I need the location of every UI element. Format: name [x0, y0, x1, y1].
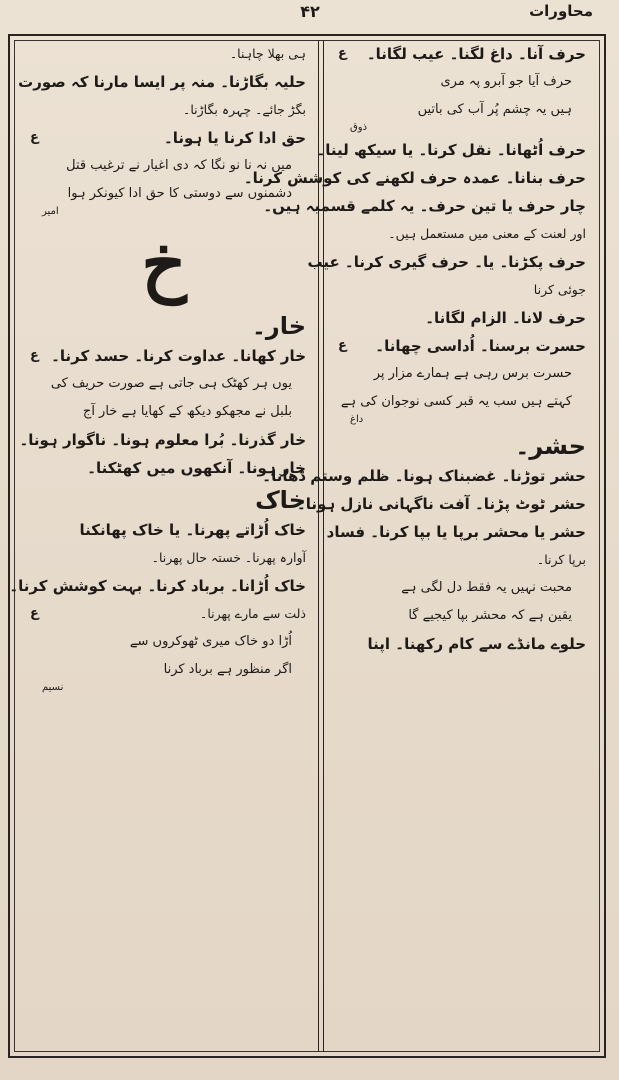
entry-text: جوئی کرنا [533, 282, 586, 297]
entry-headword: حق ادا کرنا یا ہونا۔ ع [30, 129, 306, 147]
entry-text: برپا کرنا۔ [536, 552, 586, 567]
entry-headword: حشر یا محشر برپا یا بپا کرنا۔ فساد [326, 523, 586, 541]
verse-line: کہتے ہیں سب یہ قبر کسی نوجوان کی ہے [340, 394, 572, 409]
entry-text: بگڑ جائے۔ چہرہ بگاڑنا۔ [183, 102, 306, 117]
entry-headword: حرف پکڑنا۔ یا۔ حرف گیری کرنا۔ عیب [307, 253, 586, 271]
entry-headword: حرف بنانا۔ عمدہ حرف لکھنے کی کوشش کرنا۔ [243, 169, 586, 187]
entry-text: ذلت سے مارے پھرنا۔ ع [22, 604, 306, 624]
section-letter: خ [141, 222, 187, 305]
verse-mark: ع [338, 46, 347, 61]
section-heading: خاک [255, 486, 306, 514]
verse-line: میں نہ نا نو نگا کہ دی اغیار نے ترغیب قتل [66, 158, 292, 173]
entry-headword: حلوے مانڈے سے کام رکھنا۔ اپنا [367, 635, 586, 653]
column-divider-second [323, 40, 324, 1052]
verse-source: داغ [350, 414, 364, 425]
entry-headword: حسرت برسنا۔ اُداسی چھانا۔ ع [338, 337, 586, 355]
verse-mark: ع [30, 130, 39, 145]
entry-headword: حشر ٹوٹ پڑنا۔ آفت ناگہانی نازل ہونا۔ [296, 495, 586, 513]
verse-line: یوں ہر کھٹک ہی جاتی ہے صورت حریف کی [50, 376, 292, 391]
verse-source: امیر [42, 206, 59, 217]
entry-headword: خار کھانا۔ عداوت کرنا۔ حسد کرنا۔ ع [30, 347, 306, 365]
running-title: محاورات [529, 2, 593, 20]
verse-line: بلبل نے مجھکو دیکھ کے کھایا ہے خار آج [82, 404, 292, 419]
entry-headword: خار ہونا۔ آنکھوں میں کھٹکنا۔ [87, 459, 306, 477]
verse-line: اُڑا دو خاک میری ٹھوکروں سے [129, 634, 292, 649]
entry-headword: خاک اُڑانا۔ برباد کرنا۔ بہت کوشش کرنا۔ [9, 577, 306, 595]
entry-headword: حشر توڑنا۔ غضبناک ہونا۔ ظلم وستم ڈھانا۔ [262, 467, 586, 485]
column-divider [318, 40, 319, 1052]
entry-text: آوارہ پھرنا۔ خستہ حال پھرنا۔ [151, 550, 306, 565]
verse-line: ہیں یہ چشم پُر آب کی باتیں [417, 102, 572, 117]
entry-headword: حلیہ بگاڑنا۔ منہ پر ایسا مارنا کہ صورت [18, 73, 306, 91]
verse-line: یقین ہے کہ محشر بپا کیجیے گا [408, 608, 572, 623]
entry-text: ہی بھلا چاہنا۔ [229, 46, 306, 61]
entry-headword: چار حرف یا تین حرف۔ یہ کلمے قسمیہ ہیں۔ [263, 197, 586, 215]
entry-text: اور لعنت کے معنی میں مستعمل ہیں۔ [388, 226, 586, 241]
verse-mark: ع [30, 348, 39, 363]
verse-line: دشمنوں سے دوستی کا حق ادا کیونکر ہوا [67, 186, 292, 201]
verse-source: ذوق [350, 122, 368, 133]
verse-line: محبت نہیں یہ فقط دل لگی ہے [401, 580, 572, 595]
verse-line: حسرت برس رہی ہے ہمارے مزار پر [373, 366, 572, 381]
entry-headword: حرف آنا۔ داغ لگنا۔ عیب لگانا۔ ع [338, 45, 586, 63]
verse-mark: ع [30, 606, 39, 621]
verse-line: اگر منظور ہے برباد کرنا [163, 662, 292, 677]
left-column [9, 44, 312, 1049]
verse-source: نسیم [42, 682, 64, 693]
section-heading: خار۔ [251, 312, 306, 340]
entry-headword: خاک اُڑاتے پھرنا۔ یا خاک پھانکنا [79, 521, 306, 539]
entry-headword: حرف لانا۔ الزام لگانا۔ [425, 309, 586, 327]
entry-headword: خار گذرنا۔ بُرا معلوم ہونا۔ ناگوار ہونا۔ [19, 431, 306, 449]
verse-line: حرف آیا جو آبرو پہ مری [440, 74, 572, 89]
section-heading: حشر۔ [515, 432, 586, 460]
verse-mark: ع [338, 338, 347, 353]
entry-headword: حرف اُٹھانا۔ نقل کرنا۔ یا سیکھ لینا۔ [316, 141, 586, 159]
page-number: ۴۲ [300, 2, 320, 21]
